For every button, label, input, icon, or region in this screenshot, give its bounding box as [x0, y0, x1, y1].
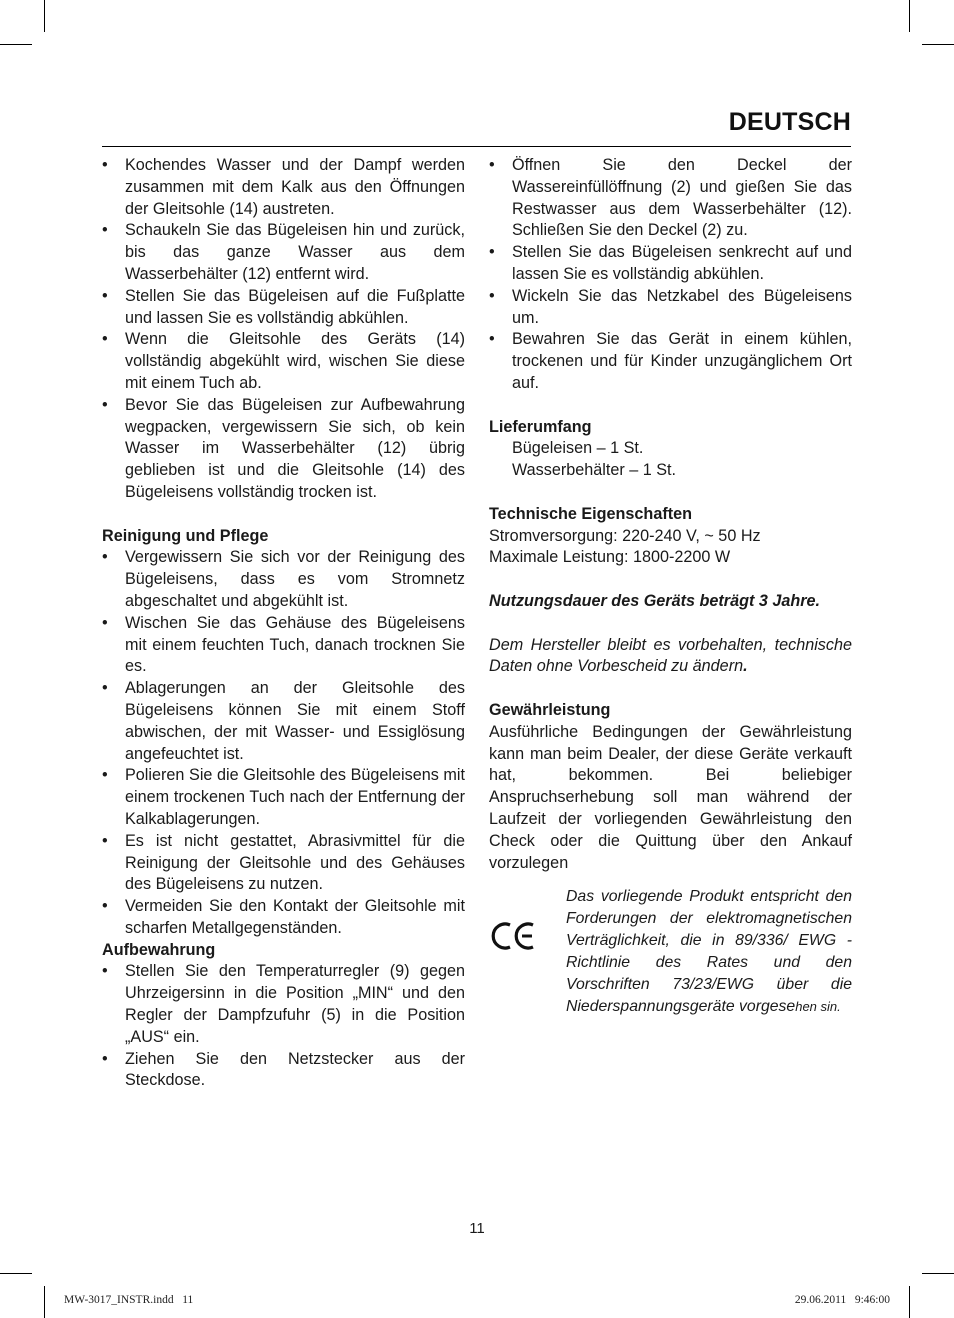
list-item: • Bevor Sie das Bügeleisen zur Aufbewahrung wegpacken, vergewissern Sie sich, ob kein Wasser im Wasserbehälter (12) übrig geblieben ist und die Gleitsohle (14) des Bügeleisens vollständig trocken ist.	[102, 395, 465, 504]
storage-list	[102, 961, 465, 1092]
list-item: • Ziehen Sie den Netzstecker aus der Steckdose.	[102, 1049, 465, 1093]
list-item: • Vermeiden Sie den Kontakt der Gleitsohle mit scharfen Metallgegenständen.	[102, 896, 465, 940]
section-heading-delivery: Lieferumfang	[489, 417, 592, 436]
list-item: • Wenn die Gleitsohle des Geräts (14) vollständig abgekühlt wird, wischen Sie diese mit einem Tuch ab.	[102, 329, 465, 394]
section-heading-tech: Technische Eigenschaften	[489, 504, 692, 523]
disclaimer-end: .	[743, 657, 748, 676]
page-number: 11	[469, 1220, 485, 1237]
section-heading-cleaning: Reinigung und Pflege	[102, 526, 269, 545]
list-item: • Öffnen Sie den Deckel der Wassereinfüllöffnung (2) und gießen Sie das Restwasser aus dem Wasserbehälter (12). Schließen Sie den Deckel (2) zu.	[489, 155, 852, 242]
print-slug-date: 29.06.2011 9:46:00	[794, 1294, 890, 1306]
list-item: • Kochendes Wasser und der Dampf werden zusammen mit dem Kalk aus den Öffnungen der Gleitsohle (14) austreten.	[102, 155, 465, 220]
list-item: • Bewahren Sie das Gerät in einem kühlen, trockenen und für Kinder unzugänglichem Ort auf.	[489, 329, 852, 394]
list-item: • Es ist nicht gestattet, Abrasivmittel für die Reinigung der Gleitsohle und des Gehäuses des Bügeleisens zu nutzen.	[102, 831, 465, 896]
storage-list-continued	[489, 155, 852, 395]
ce-text-main: Das vorliegende Produkt entspricht den Forderungen der elektromagnetischen Verträglichkeit, die in 89/336/ EWG -Richtlinie des Rates und den Vorschriften 73/23/EWG über die Niederspannungsgeräte vorgese	[566, 888, 852, 1016]
list-item: • Stellen Sie das Bügeleisen auf die Fußplatte und lassen Sie es vollständig abkühlen.	[102, 286, 465, 330]
list-item: • Stellen Sie das Bügeleisen senkrecht auf und lassen Sie es vollständig abkühlen.	[489, 242, 852, 286]
crop-mark	[0, 1273, 32, 1274]
disclaimer	[489, 635, 852, 679]
ce-text-small: hen sin.	[795, 999, 841, 1015]
tech-line: Stromversorgung: 220-240 V, ~ 50 Hz	[489, 526, 761, 545]
intro-list	[102, 155, 465, 504]
page-title: DEUTSCH	[728, 108, 851, 136]
section-heading-storage: Aufbewahrung	[102, 940, 216, 959]
tech-line: Maximale Leistung: 1800-2200 W	[489, 548, 731, 567]
right-column	[489, 155, 852, 1018]
list-item: • Ablagerungen an der Gleitsohle des Bügeleisens können Sie mit einem Stoff abwischen, der mit Wasser- und Essiglösung angefeuchtet ist.	[102, 678, 465, 765]
print-slug-file: MW-3017_INSTR.indd 11	[64, 1294, 194, 1306]
ce-declaration	[489, 886, 852, 1018]
crop-mark	[44, 0, 45, 32]
crop-mark	[44, 1286, 45, 1318]
left-column	[102, 155, 465, 1092]
crop-mark	[922, 44, 954, 45]
ce-mark-icon	[489, 916, 539, 956]
list-item: • Vergewissern Sie sich vor der Reinigung des Bügeleisens, dass es vom Stromnetz abgeschaltet und abgekühlt ist.	[102, 547, 465, 612]
crop-mark	[922, 1273, 954, 1274]
delivery-item: Bügeleisen – 1 St.	[512, 439, 644, 458]
crop-mark	[0, 44, 32, 45]
list-item: • Stellen Sie den Temperaturregler (9) gegen Uhrzeigersinn in die Position „MIN“ und den Regler der Dampfzufuhr (5) in die Position „AUS“ ein.	[102, 961, 465, 1048]
ce-text	[566, 886, 852, 1018]
delivery-item: Wasserbehälter – 1 St.	[512, 461, 677, 480]
list-item: • Schaukeln Sie das Bügeleisen hin und zurück, bis das ganze Wasser aus dem Wasserbehälter (12) entfernt wird.	[102, 220, 465, 285]
lifetime-note: Nutzungsdauer des Geräts beträgt 3 Jahre.	[489, 591, 821, 610]
warranty-text: Ausführliche Bedingungen der Gewährleistung kann man beim Dealer, der diese Geräte verkauft hat, bekommen. Bei beliebiger Anspruchserhebung soll man während der Laufzeit der vorliegenden Gewährleistung den Check oder die Quittung über den Ankauf vorzulegen	[489, 722, 852, 872]
section-heading-warranty: Gewährleistung	[489, 700, 611, 719]
disclaimer-text: Dem Hersteller bleibt es vorbehalten, technische Daten ohne Vorbescheid zu ändern	[489, 635, 852, 676]
crop-mark	[909, 0, 910, 32]
list-item: • Wischen Sie das Gehäuse des Bügeleisens mit einem feuchten Tuch, danach trocknen Sie es.	[102, 613, 465, 678]
list-item: • Wickeln Sie das Netzkabel des Bügeleisens um.	[489, 286, 852, 330]
header-rule	[102, 146, 851, 147]
list-item: • Polieren Sie die Gleitsohle des Bügeleisens mit einem trockenen Tuch nach der Entfernung der Kalkablagerungen.	[102, 765, 465, 830]
crop-mark	[909, 1286, 910, 1318]
cleaning-list	[102, 547, 465, 939]
